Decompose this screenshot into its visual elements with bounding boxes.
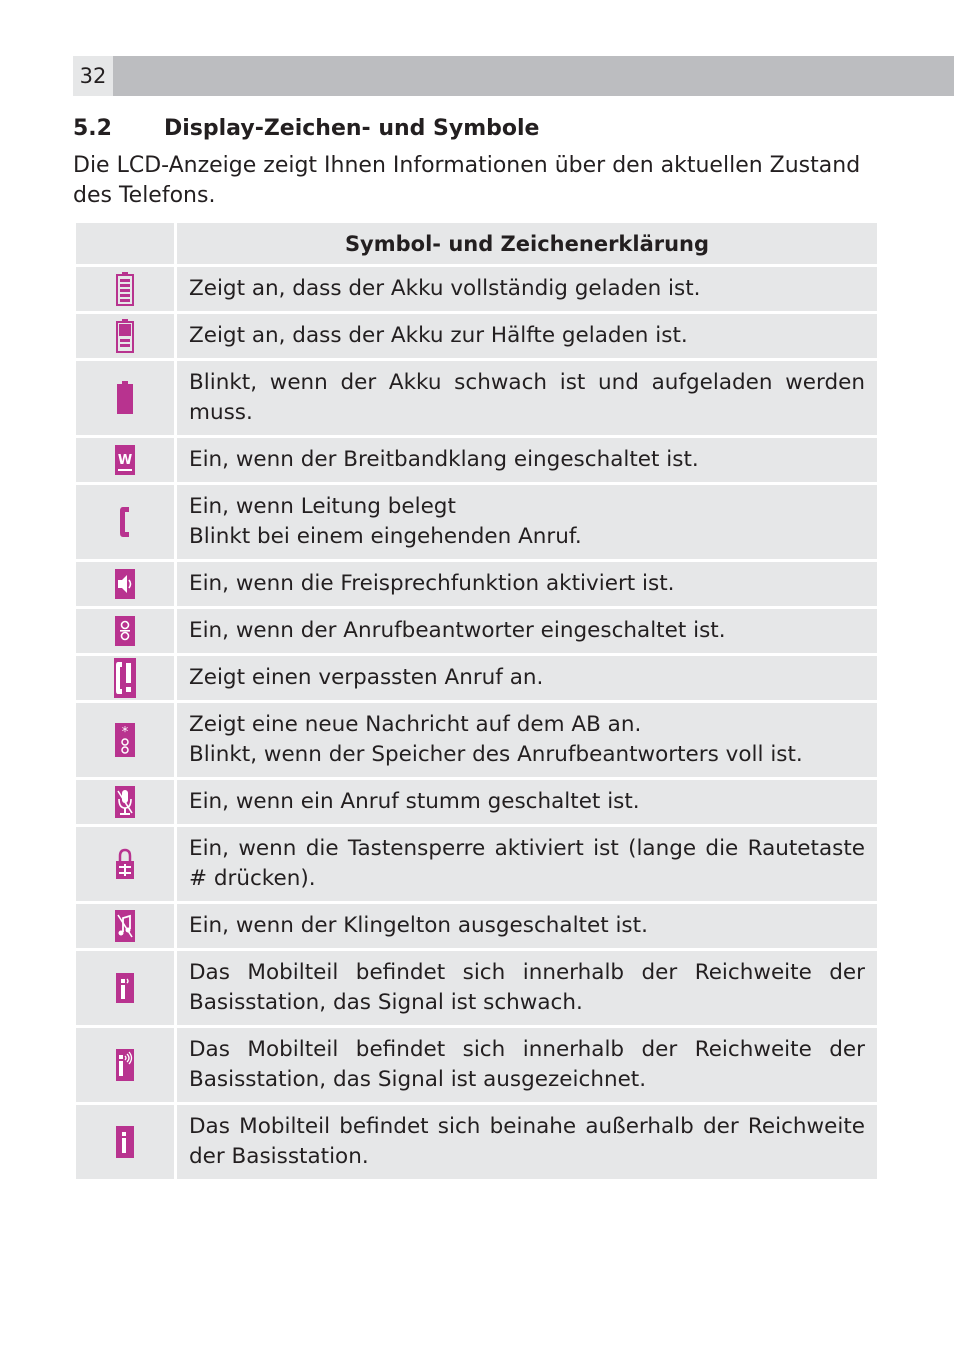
svg-text:W: W [117,453,133,468]
table-row [76,562,877,606]
section-intro: Die LCD-Anzeige zeigt Ihnen Informationen über den aktuellen Zustand des Telefons. [73,153,861,208]
table-row [76,780,877,824]
new-message-icon [115,725,135,749]
table-row [76,361,877,435]
description-line: Blinkt bei einem eingehenden Anruf. [189,524,582,549]
description-line: Ein, wenn der Klingelton ausgeschaltet ist. [189,913,648,938]
table-row [76,314,877,358]
symbol-table-wrapper [73,220,880,1182]
description-cell [177,656,877,700]
symbol-cell [76,703,174,777]
description-cell [177,904,877,948]
description-line: Ein, wenn die Tastensperre aktiviert ist (lange die Rautetaste # drücken). [189,836,865,891]
description-line: Zeigt an, dass der Akku zur Hälfte geladen ist. [189,323,688,348]
table-row [76,609,877,653]
description-cell [177,485,877,559]
answering-machine-icon [115,621,135,640]
description-cell [177,267,877,311]
table-row [76,656,877,700]
svg-text:*: * [121,725,129,740]
description-line: Ein, wenn der Anrufbeantworter eingeschaltet ist. [189,618,726,643]
description-line: Zeigt einen verpassten Anruf an. [189,665,544,690]
description-cell [177,609,877,653]
description-line: Zeigt eine neue Nachricht auf dem AB an. [189,712,642,737]
description-cell [177,827,877,901]
description-cell [177,951,877,1025]
description-line: Ein, wenn die Freisprechfunktion aktiviert ist. [189,571,675,596]
description-line: Ein, wenn der Breitbandklang eingeschaltet ist. [189,447,699,472]
wideband-icon [115,450,135,469]
description-line: Das Mobilteil befindet sich innerhalb der Reichweite der Basisstation, das Signal ist ausgezeichnet. [189,1037,865,1092]
symbol-cell [76,562,174,606]
table-row [76,267,877,311]
table-header: Symbol- und Zeichenerklärung [177,223,877,264]
battery-low-icon [116,388,134,407]
symbol-cell [76,314,174,358]
symbol-cell [76,904,174,948]
description-line: Ein, wenn Leitung belegt [189,494,456,519]
symbol-cell [76,780,174,824]
symbol-cell [76,485,174,559]
description-line: Blinkt, wenn der Speicher des Anrufbeantworters voll ist. [189,742,803,767]
symbol-cell [76,1105,174,1179]
table-row [76,951,877,1025]
symbol-cell [76,361,174,435]
signal-weak-icon [116,978,134,997]
table-row [76,904,877,948]
description-line: Das Mobilteil befindet sich innerhalb der Reichweite der Basisstation, das Signal ist schwach. [189,960,865,1015]
description-cell [177,1028,877,1102]
phone-handset-icon [119,512,131,531]
description-line: Blinkt, wenn der Akku schwach ist und aufgeladen werden muss. [189,370,865,425]
symbol-cell [76,827,174,901]
signal-out-of-range-icon [116,1132,134,1151]
speaker-icon [115,574,135,593]
description-line: Zeigt an, dass der Akku vollständig geladen ist. [189,276,701,301]
section-heading [73,116,539,141]
description-cell [177,780,877,824]
description-cell [177,314,877,358]
description-cell [177,361,877,435]
section-title: Display-Zeichen- und Symbole [164,116,540,141]
description-cell [177,703,877,777]
table-header-row [76,223,877,264]
ringer-off-icon [115,916,135,935]
description-line: Das Mobilteil befindet sich beinahe außerhalb der Reichweite der Basisstation. [189,1114,865,1169]
symbol-cell [76,656,174,700]
description-cell [177,1105,877,1179]
header-icon-cell [76,223,174,264]
symbol-cell [76,438,174,482]
table-row [76,438,877,482]
table-row [76,1028,877,1102]
table-row [76,703,877,777]
keypad-lock-icon [115,854,135,873]
description-line: Ein, wenn ein Anruf stumm geschaltet ist. [189,789,640,814]
symbol-table [73,220,880,1182]
mute-microphone-icon [115,792,135,811]
section-number: 5.2 [73,116,112,141]
battery-full-icon [116,279,134,298]
description-cell [177,562,877,606]
page-number: 32 [73,56,113,96]
symbol-cell [76,951,174,1025]
signal-excellent-icon [116,1055,134,1074]
header-bar [73,56,954,96]
battery-half-icon [116,326,134,345]
missed-call-icon [114,668,136,687]
table-row [76,1105,877,1179]
description-cell [177,438,877,482]
table-row [76,485,877,559]
symbol-cell [76,267,174,311]
table-row [76,827,877,901]
symbol-cell [76,1028,174,1102]
symbol-cell [76,609,174,653]
